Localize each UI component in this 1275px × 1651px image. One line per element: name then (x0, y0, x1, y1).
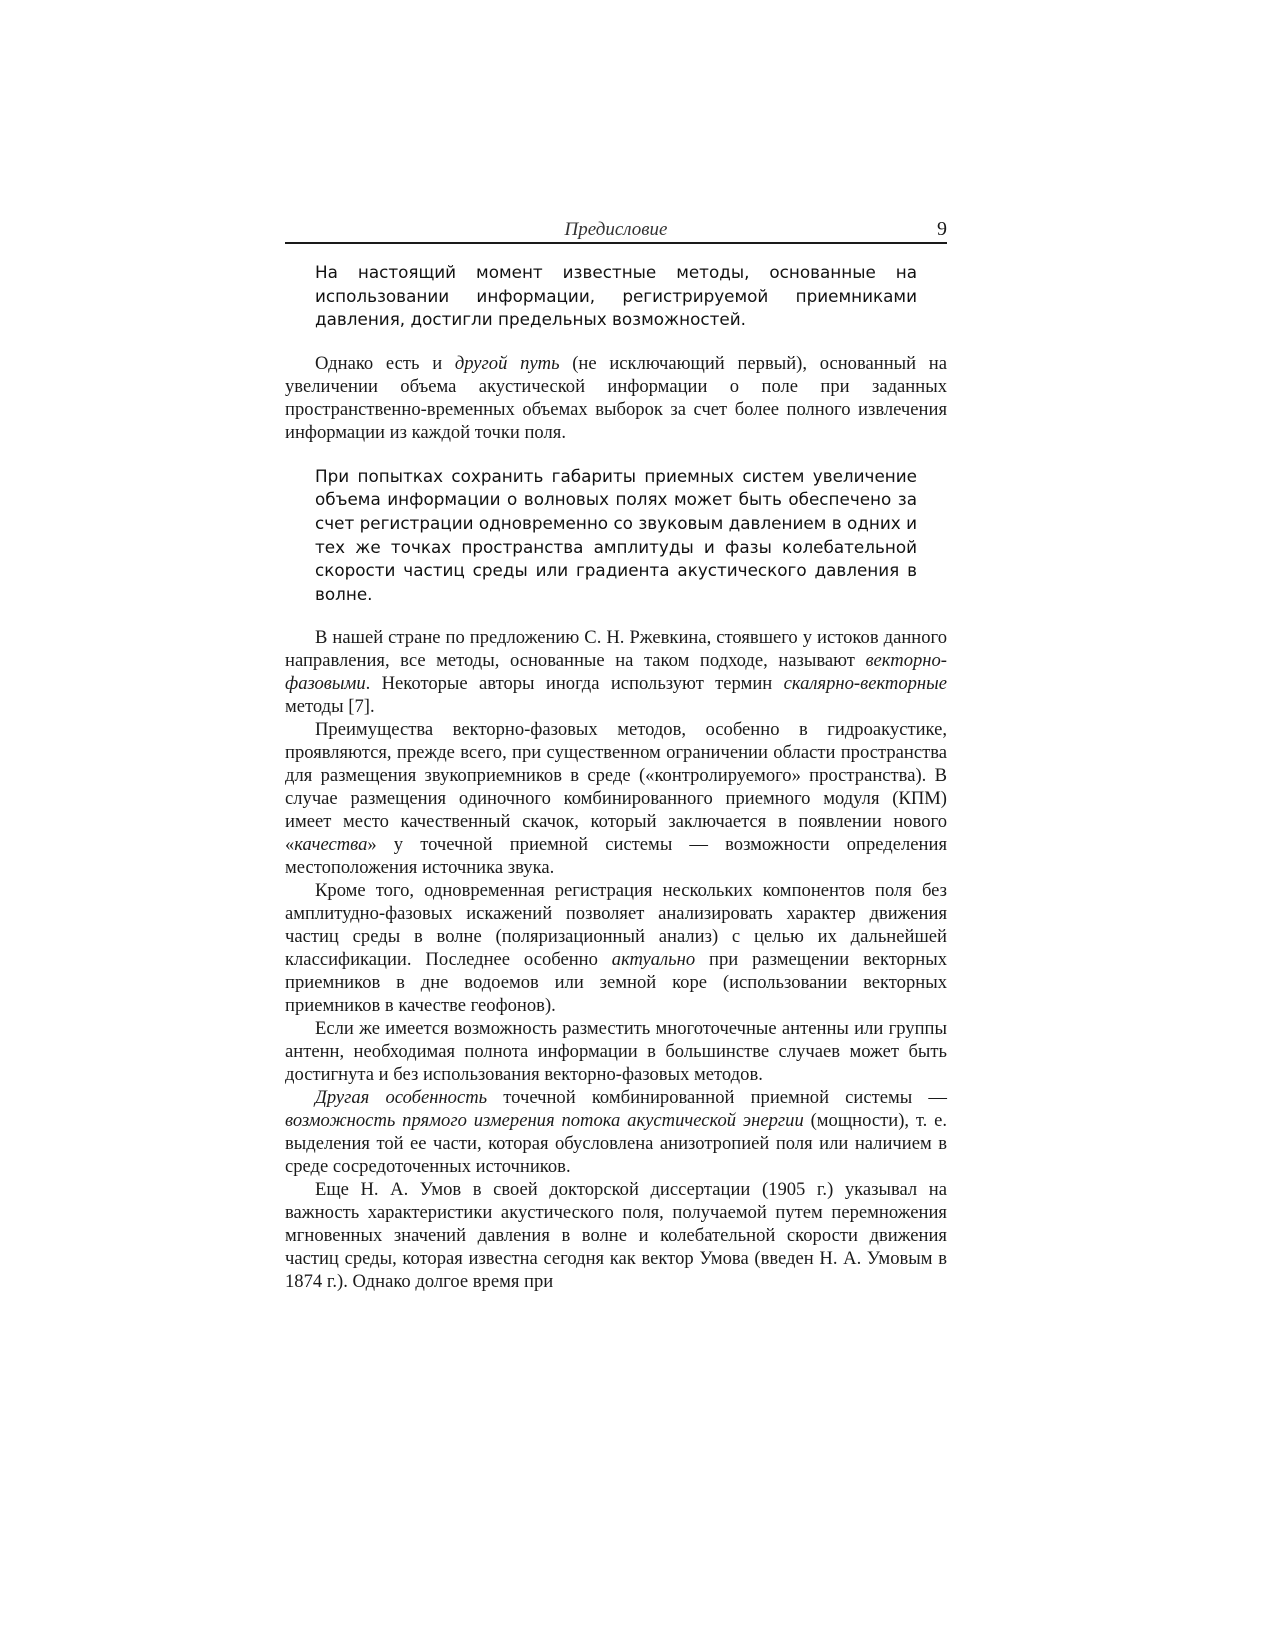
paragraph-polarization: Кроме того, одновременная регистрация нескольких компонентов поля без амплитудно-фазовых искажений позволяет анализировать характер движения частиц среды в волне (поляризационный анализ) с целью их дальнейшей классификации. Последнее особенно актуально при размещении векторных приемников в дне водоемов или земной коре (использовании векторных приемников в качестве геофонов). (285, 880, 947, 1017)
paragraph-advantages: Преимущества векторно-фазовых методов, особенно в гидроакустике, проявляются, прежде всего, при существенном ограничении области пространства для размещения звукоприемников в среде («контролируемого» пространства). В случае размещения одиночного комбинированного приемного модуля (КПМ) имеет место качественный скачок, который заключается в появлении нового «качества» у точечной приемной системы — возможности определения местоположения источника звука. (285, 719, 947, 879)
emphasis-vector-phase: векторно-фазовыми (285, 650, 947, 695)
paragraph-umov: Еще Н. А. Умов в своей докторской диссертации (1905 г.) указывал на важность характеристики акустического поля, получаемой путем перемножения мгновенных значений давления в волне и колебательной скорости движения частиц среды, которая известна сегодня как вектор Умова (введен Н. А. Умовым в 1874 г.). Однако долгое время при (285, 1179, 947, 1293)
emphasis-another-feature: Другая особенность (315, 1087, 488, 1109)
emphasis-other-path: другой путь (454, 352, 560, 374)
emphasis-scalar-vector: скалярно-векторные (783, 673, 947, 695)
paragraph-energy-flux: Другая особенность точечной комбинированной приемной системы — возможность прямого измерения потока акустической энергии (мощности), т. е. выделения той ее части, которая обусловлена анизотропией поля или наличием в среде сосредоточенных источников. (285, 1087, 948, 1178)
book-page (285, 212, 947, 1293)
emphasis-actual: актуально (611, 949, 696, 971)
callout-statement-2: При попытках сохранить габариты приемных систем увеличение объема информации о волновых полях может быть обеспечено за счет регистрации одновременно со звуковым давлением в одних и тех же точках пространства амплитуды и фазы колебательной скорости частиц среды или градиента акустического давления в волне. (315, 465, 917, 604)
paragraph-other-path: Однако есть и другой путь (не исключающий первый), основанный на увеличении объема акустической информации о поле при заданных пространственно-временных объемах выборок за счет более полного извлечения информации из каждой точки поля. (285, 352, 947, 443)
callout-statement-1: На настоящий момент известные методы, основанные на использовании информации, регистрируемой приемниками давления, достигли предельных возможностей. (315, 262, 917, 330)
running-header (285, 212, 947, 244)
page-number: 9 (937, 218, 947, 240)
emphasis-quality: качества (294, 834, 368, 856)
paragraph-multipoint-antennas: Если же имеется возможность разместить многоточечные антенны или группы антенн, необходимая полнота информации в большинстве случаев может быть достигнута и без использования векторно-фазовых методов. (285, 1018, 947, 1086)
running-title: Предисловие (564, 219, 668, 240)
paragraph-vector-phase-methods: В нашей стране по предложению С. Н. Ржевкина, стоявшего у истоков данного направления, все методы, основанные на таком подходе, называют векторно-фазовыми. Некоторые авторы иногда используют термин скалярно-векторные методы [7]. (285, 627, 947, 718)
emphasis-direct-measurement: возможность прямого измерения потока акустической энергии (285, 1110, 804, 1132)
